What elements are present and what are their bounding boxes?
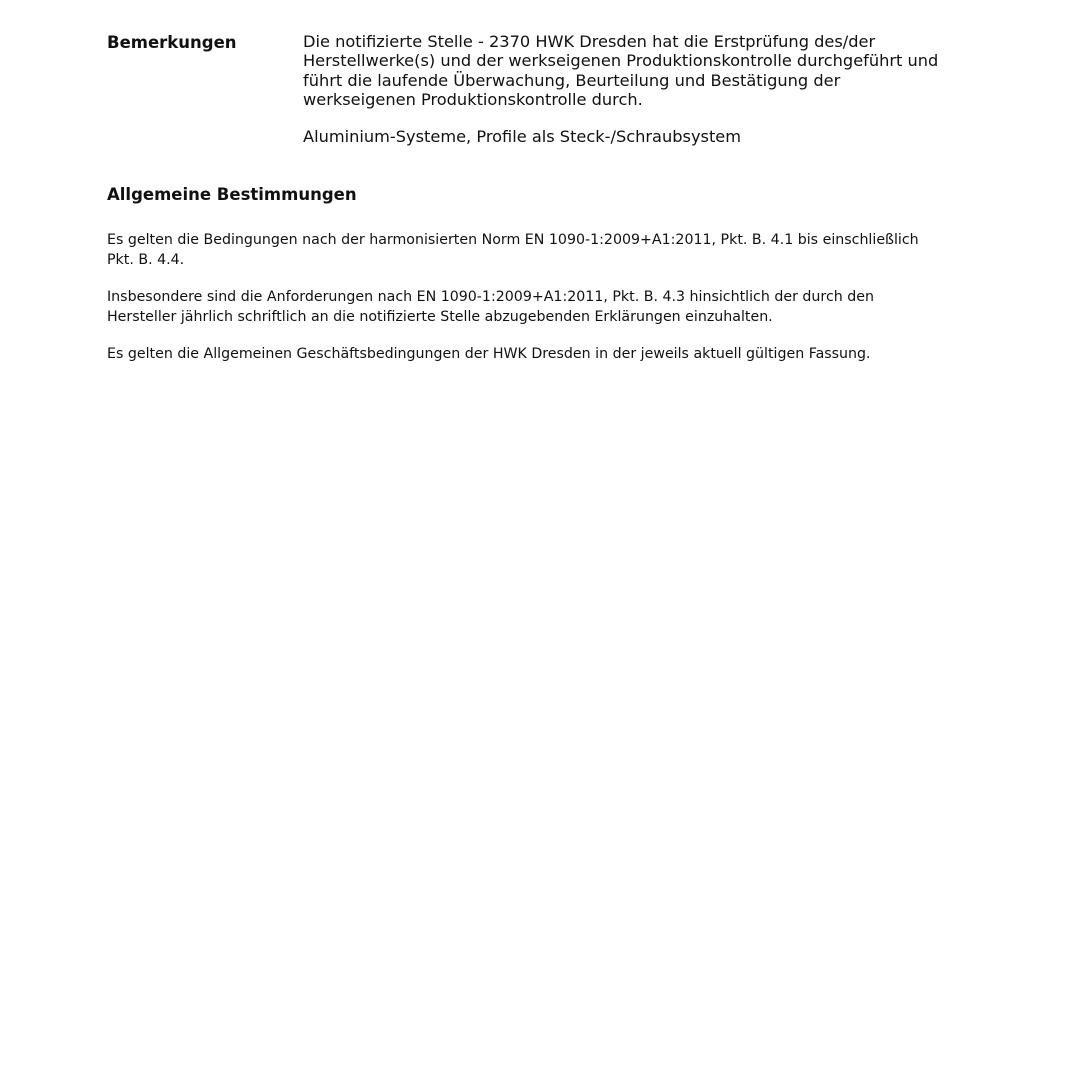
general-provisions-heading: Allgemeine Bestimmungen xyxy=(107,185,357,204)
general-provisions-paragraph-requirements: Insbesondere sind die Anforderungen nach EN 1090-1:2009+A1:2011, Pkt. B. 4.3 hinsichtlich der durch den Hersteller jährlich schriftlich an die notifizierte Stelle abzugebenden Erklärungen einzuhalten. xyxy=(107,289,874,325)
remarks-label: Bemerkungen xyxy=(107,33,237,52)
general-provisions-paragraph-terms: Es gelten die Allgemeinen Geschäftsbedingungen der HWK Dresden in der jeweils aktuell gültigen Fassung. xyxy=(107,346,871,362)
remarks-paragraph-system-type: Aluminium-Systeme, Profile als Steck-/Schraubsystem xyxy=(303,127,742,147)
remarks-body xyxy=(303,32,943,146)
remarks-paragraph-notified-body: Die notifizierte Stelle - 2370 HWK Dresden hat die Erstprüfung des/der Herstellwerke(s) und der werkseigenen Produktionskontrolle durchgeführt und führt die laufende Überwachung, Beurteilung und Bestätigung der werkseigenen Produktionskontrolle durch. xyxy=(303,32,939,109)
general-provisions-paragraph-conditions: Es gelten die Bedingungen nach der harmonisierten Norm EN 1090-1:2009+A1:2011, Pkt. B. 4.1 bis einschließlich Pkt. B. 4.4. xyxy=(107,232,919,268)
